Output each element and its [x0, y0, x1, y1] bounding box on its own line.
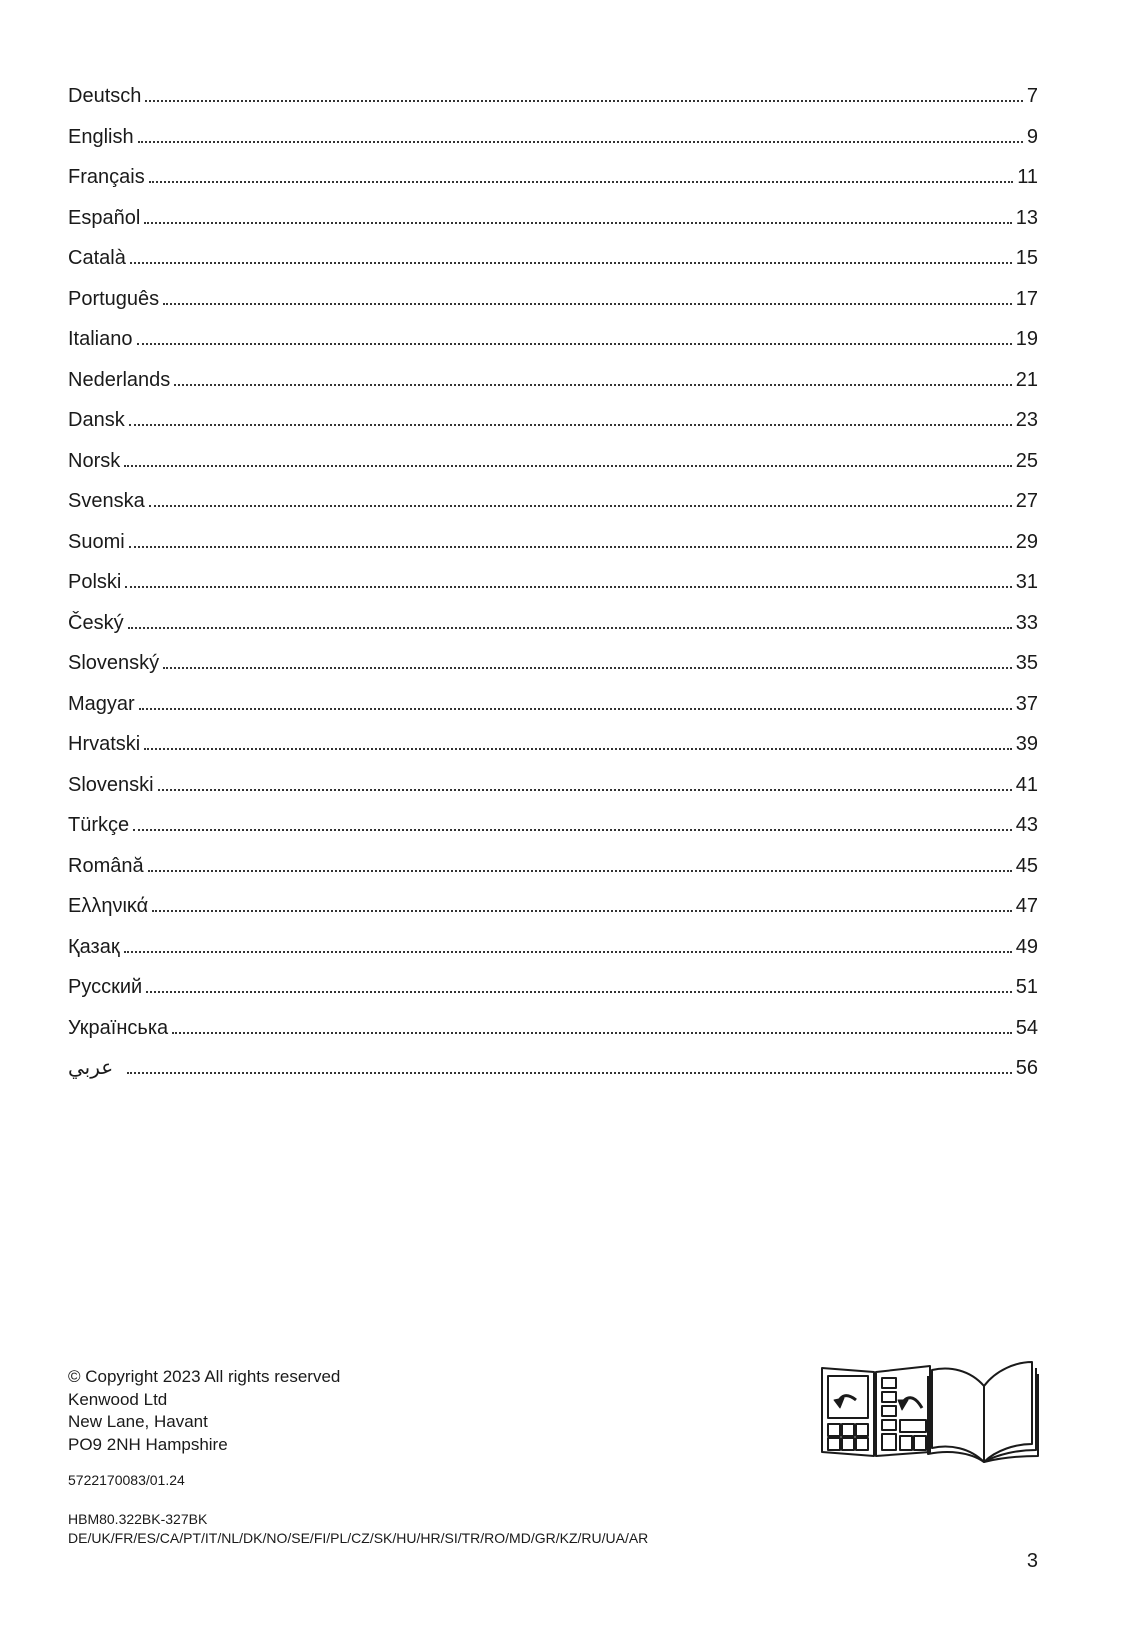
- toc-entry-page: 56: [1015, 1057, 1038, 1079]
- toc-entry-page: 54: [1015, 1016, 1038, 1039]
- fold-out-manual-icon: [820, 1356, 1040, 1464]
- toc-entry-page: 29: [1015, 530, 1038, 553]
- document-code: 5722170083/01.24: [68, 1472, 185, 1488]
- toc-entry-page: 9: [1026, 125, 1038, 148]
- toc-entry-label: Magyar: [68, 692, 135, 715]
- toc-entry-label: Deutsch: [68, 85, 142, 107]
- toc-dot-leader: [139, 708, 1012, 710]
- toc-entry[interactable]: [68, 408, 1038, 449]
- toc-dot-leader: [149, 505, 1012, 507]
- toc-entry[interactable]: [68, 368, 1038, 409]
- toc-entry[interactable]: [68, 1016, 1038, 1057]
- toc-entry-label: Český: [68, 611, 124, 634]
- toc-entry-page: 25: [1015, 449, 1038, 472]
- toc-dot-leader: [129, 424, 1012, 426]
- toc-entry-page: 37: [1015, 692, 1038, 715]
- toc-entry[interactable]: [68, 732, 1038, 773]
- toc-entry-page: 47: [1015, 895, 1038, 917]
- toc-dot-leader: [129, 546, 1012, 548]
- toc-dot-leader: [163, 303, 1012, 305]
- toc-dot-leader: [146, 991, 1012, 993]
- toc-entry-page: 51: [1015, 976, 1038, 998]
- toc-entry-page: 33: [1015, 611, 1038, 634]
- toc-entry[interactable]: [68, 489, 1038, 530]
- toc-entry-label: Slovenski: [68, 773, 154, 796]
- toc-dot-leader: [124, 465, 1012, 467]
- toc-dot-leader: [158, 789, 1012, 791]
- address-line: New Lane, Havant: [68, 1412, 208, 1431]
- toc-entry-label: Dansk: [68, 409, 125, 431]
- toc-dot-leader: [144, 222, 1011, 224]
- toc-dot-leader: [137, 343, 1012, 345]
- toc-dot-leader: [144, 748, 1012, 750]
- toc-entry-label: Nederlands: [68, 368, 171, 391]
- toc-entry-page: 43: [1015, 814, 1038, 836]
- toc-entry-page: 41: [1015, 773, 1038, 796]
- toc-entry[interactable]: [68, 894, 1038, 935]
- toc-entry-label: Français: [68, 166, 145, 188]
- toc-entry-page: 35: [1015, 652, 1038, 674]
- toc-entry-label: Español: [68, 206, 141, 229]
- toc-entry[interactable]: [68, 206, 1038, 247]
- toc-entry[interactable]: [68, 935, 1038, 976]
- toc-entry[interactable]: [68, 449, 1038, 490]
- toc-entry[interactable]: [68, 611, 1038, 652]
- toc-entry-label: Türkçe: [68, 814, 130, 836]
- toc-entry[interactable]: [68, 854, 1038, 895]
- model-info: [68, 1510, 648, 1548]
- toc-dot-leader: [133, 829, 1012, 831]
- toc-dot-leader: [125, 586, 1011, 588]
- toc-entry[interactable]: [68, 1056, 1038, 1097]
- toc-dot-leader: [172, 1032, 1012, 1034]
- toc-entry[interactable]: [68, 246, 1038, 287]
- toc-entry-label: عربي: [68, 1057, 114, 1079]
- toc-entry-page: 17: [1015, 287, 1038, 310]
- address-line: PO9 2NH Hampshire: [68, 1434, 228, 1454]
- toc-entry-label: Svenska: [68, 490, 145, 512]
- toc-entry-label: Italiano: [68, 328, 133, 350]
- toc-dot-leader: [148, 870, 1012, 872]
- toc-entry-page: 31: [1015, 571, 1038, 593]
- table-of-contents: [68, 84, 1038, 1097]
- toc-entry[interactable]: [68, 813, 1038, 854]
- toc-entry[interactable]: [68, 975, 1038, 1016]
- toc-dot-leader: [138, 141, 1023, 143]
- toc-entry-label: Português: [68, 287, 160, 310]
- toc-entry-label: Suomi: [68, 530, 125, 553]
- toc-entry[interactable]: [68, 165, 1038, 206]
- model-number: HBM80.322BK-327BK: [68, 1511, 208, 1527]
- toc-dot-leader: [128, 627, 1012, 629]
- toc-entry-page: 27: [1015, 490, 1038, 512]
- publisher-address: [68, 1366, 340, 1456]
- toc-dot-leader: [145, 100, 1023, 102]
- company-name: Kenwood Ltd: [68, 1389, 168, 1409]
- toc-entry-page: 23: [1015, 409, 1038, 431]
- toc-entry[interactable]: [68, 692, 1038, 733]
- toc-entry-page: 21: [1015, 368, 1038, 391]
- toc-dot-leader: [130, 262, 1012, 264]
- toc-dot-leader: [152, 910, 1012, 912]
- toc-entry-page: 19: [1015, 328, 1038, 350]
- toc-entry-page: 49: [1015, 935, 1038, 958]
- toc-entry-page: 7: [1026, 85, 1038, 107]
- toc-entry-label: Română: [68, 854, 144, 877]
- toc-entry-label: Hrvatski: [68, 733, 141, 755]
- toc-dot-leader: [149, 181, 1014, 183]
- toc-entry-page: 39: [1015, 733, 1038, 755]
- page-number: 3: [1026, 1550, 1038, 1572]
- toc-entry[interactable]: [68, 570, 1038, 611]
- toc-dot-leader: [127, 1072, 1012, 1074]
- toc-entry-page: 11: [1017, 166, 1038, 188]
- toc-entry-label: Қазақ: [68, 935, 120, 958]
- toc-entry-label: Slovenský: [68, 652, 160, 674]
- country-codes: DE/UK/FR/ES/CA/PT/IT/NL/DK/NO/SE/FI/PL/CZ/SK/HU/HR/SI/TR/RO/MD/GR/KZ/RU/UA/AR: [68, 1530, 649, 1546]
- toc-entry[interactable]: [68, 84, 1038, 125]
- toc-entry-page: 45: [1015, 854, 1038, 877]
- toc-entry-page: 13: [1015, 206, 1038, 229]
- toc-entry-label: Українська: [68, 1016, 169, 1039]
- toc-entry-label: Polski: [68, 571, 122, 593]
- toc-entry[interactable]: [68, 125, 1038, 166]
- toc-entry-label: English: [68, 125, 134, 148]
- toc-entry-label: Ελληνικά: [68, 895, 149, 917]
- toc-entry-label: Norsk: [68, 449, 121, 472]
- toc-entry-label: Русский: [68, 976, 143, 998]
- toc-entry[interactable]: [68, 327, 1038, 368]
- copyright-notice: © Copyright 2023 All rights reserved: [68, 1367, 341, 1386]
- toc-entry[interactable]: [68, 773, 1038, 814]
- toc-entry-page: 15: [1015, 247, 1038, 269]
- toc-entry[interactable]: [68, 530, 1038, 571]
- toc-entry[interactable]: [68, 287, 1038, 328]
- toc-entry[interactable]: [68, 651, 1038, 692]
- toc-entry-label: Català: [68, 247, 126, 269]
- toc-dot-leader: [124, 951, 1012, 953]
- toc-dot-leader: [163, 667, 1012, 669]
- toc-dot-leader: [174, 384, 1011, 386]
